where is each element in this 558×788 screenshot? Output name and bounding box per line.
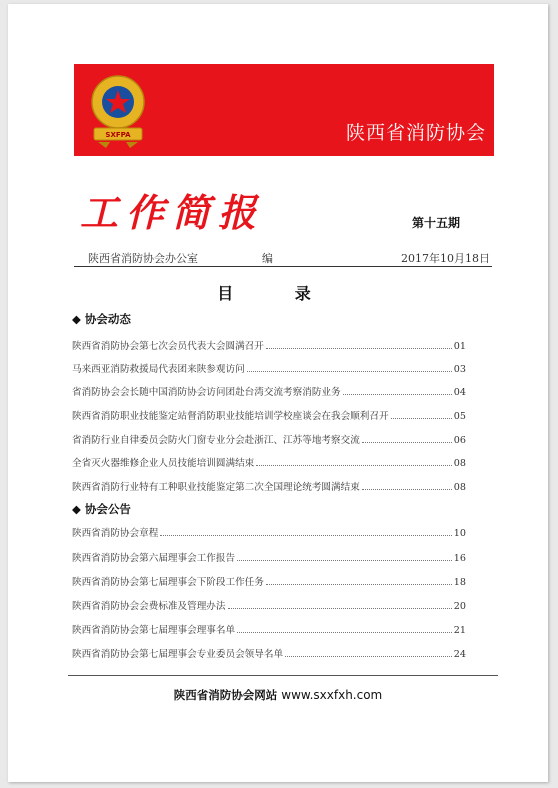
- toc-item[interactable]: [72, 525, 466, 539]
- issue-date: 2017年10月18日: [401, 252, 490, 265]
- toc-item-page: 04: [453, 387, 466, 398]
- toc-item-page: 06: [453, 435, 466, 446]
- editor-line: [74, 248, 492, 267]
- section-title: [72, 311, 131, 327]
- toc-item-page: 24: [453, 649, 466, 660]
- toc-item-page: 10: [453, 528, 466, 539]
- dot-leader: [343, 394, 452, 395]
- footer: [8, 687, 548, 703]
- bullet-diamond-icon: ◆: [72, 312, 81, 326]
- toc-item[interactable]: [72, 646, 466, 660]
- toc-item-title: 陕西省消防协会第七届理事会专业委员会领导名单: [72, 649, 284, 660]
- toc-item-title: 陕西省消防协会会费标准及管理办法: [72, 601, 226, 612]
- dot-leader: [285, 656, 452, 657]
- bullet-diamond-icon: ◆: [72, 502, 81, 516]
- toc-item-page: 18: [453, 577, 466, 588]
- document-page: [8, 4, 548, 782]
- edit-label: 编: [262, 252, 273, 265]
- dot-leader: [160, 535, 451, 536]
- toc-item-page: 01: [453, 341, 466, 352]
- footer-divider: [68, 675, 498, 676]
- dot-leader: [391, 418, 452, 419]
- dot-leader: [228, 608, 452, 609]
- toc-item-page: 08: [453, 458, 466, 469]
- toc-item[interactable]: [72, 408, 466, 422]
- toc-item-title: 陕西省消防协会第七届理事会下阶段工作任务: [72, 577, 264, 588]
- toc-item[interactable]: [72, 361, 466, 375]
- dot-leader: [237, 632, 452, 633]
- header-banner: [74, 64, 494, 156]
- toc-item-title: 省消防协会会长随中国消防协会访问团赴台湾交流考察消防业务: [72, 387, 341, 398]
- toc-item-title: 陕西省消防协会第六届理事会工作报告: [72, 553, 236, 564]
- report-title: 工作简报: [80, 190, 265, 235]
- dot-leader: [362, 489, 452, 490]
- dot-leader: [237, 560, 452, 561]
- toc-item[interactable]: [72, 550, 466, 564]
- toc-item[interactable]: [72, 455, 466, 469]
- toc-item-page: 20: [453, 601, 466, 612]
- dot-leader: [266, 348, 452, 349]
- dot-leader: [247, 371, 452, 372]
- toc-item[interactable]: [72, 598, 466, 612]
- toc-item[interactable]: [72, 574, 466, 588]
- section-title-text: 协会公告: [84, 502, 131, 516]
- toc-item[interactable]: [72, 479, 466, 493]
- editor-office: 陕西省消防协会办公室: [88, 252, 198, 265]
- section-title: [72, 501, 131, 517]
- toc-item-title: 陕西省消防行业特有工种职业技能鉴定第二次全国理论统考圆满结束: [72, 482, 360, 493]
- association-name: 陕西省消防协会: [345, 122, 486, 144]
- toc-item[interactable]: [72, 622, 466, 636]
- toc-item-page: 16: [453, 553, 466, 564]
- toc-item-title: 陕西省消防职业技能鉴定站督消防职业技能培训学校座谈会在我会顺利召开: [72, 411, 389, 422]
- toc-item[interactable]: [72, 384, 466, 398]
- emblem-icon: [88, 72, 148, 148]
- toc-item-page: 08: [453, 482, 466, 493]
- toc-item-title: 陕西省消防协会第七届理事会理事名单: [72, 625, 236, 636]
- toc-item-title: 陕西省消防协会第七次会员代表大会圆满召开: [72, 341, 264, 352]
- toc-item-title: 全省灭火器维修企业人员技能培训圆满结束: [72, 458, 255, 469]
- section-title-text: 协会动态: [84, 312, 131, 326]
- dot-leader: [266, 584, 452, 585]
- toc-item-page: 03: [453, 364, 466, 375]
- emblem-text: SXFPA: [105, 131, 131, 139]
- toc-item-page: 21: [453, 625, 466, 636]
- footer-label: 陕西省消防协会网站: [173, 688, 278, 702]
- toc-item[interactable]: [72, 338, 466, 352]
- toc-item-page: 05: [453, 411, 466, 422]
- dot-leader: [256, 465, 452, 466]
- toc-item-title: 马来西亚消防救援局代表团来陕参观访问: [72, 364, 245, 375]
- toc-item-title: 省消防行业自律委员会防火门窗专业分会赴浙江、江苏等地考察交流: [72, 435, 360, 446]
- dot-leader: [362, 442, 452, 443]
- toc-heading: 目 录: [217, 284, 339, 303]
- toc-item-title: 陕西省消防协会章程: [72, 528, 159, 539]
- toc-item[interactable]: [72, 432, 466, 446]
- website-link[interactable]: www.sxxfxh.com: [281, 688, 383, 702]
- issue-number: 第十五期: [412, 216, 461, 230]
